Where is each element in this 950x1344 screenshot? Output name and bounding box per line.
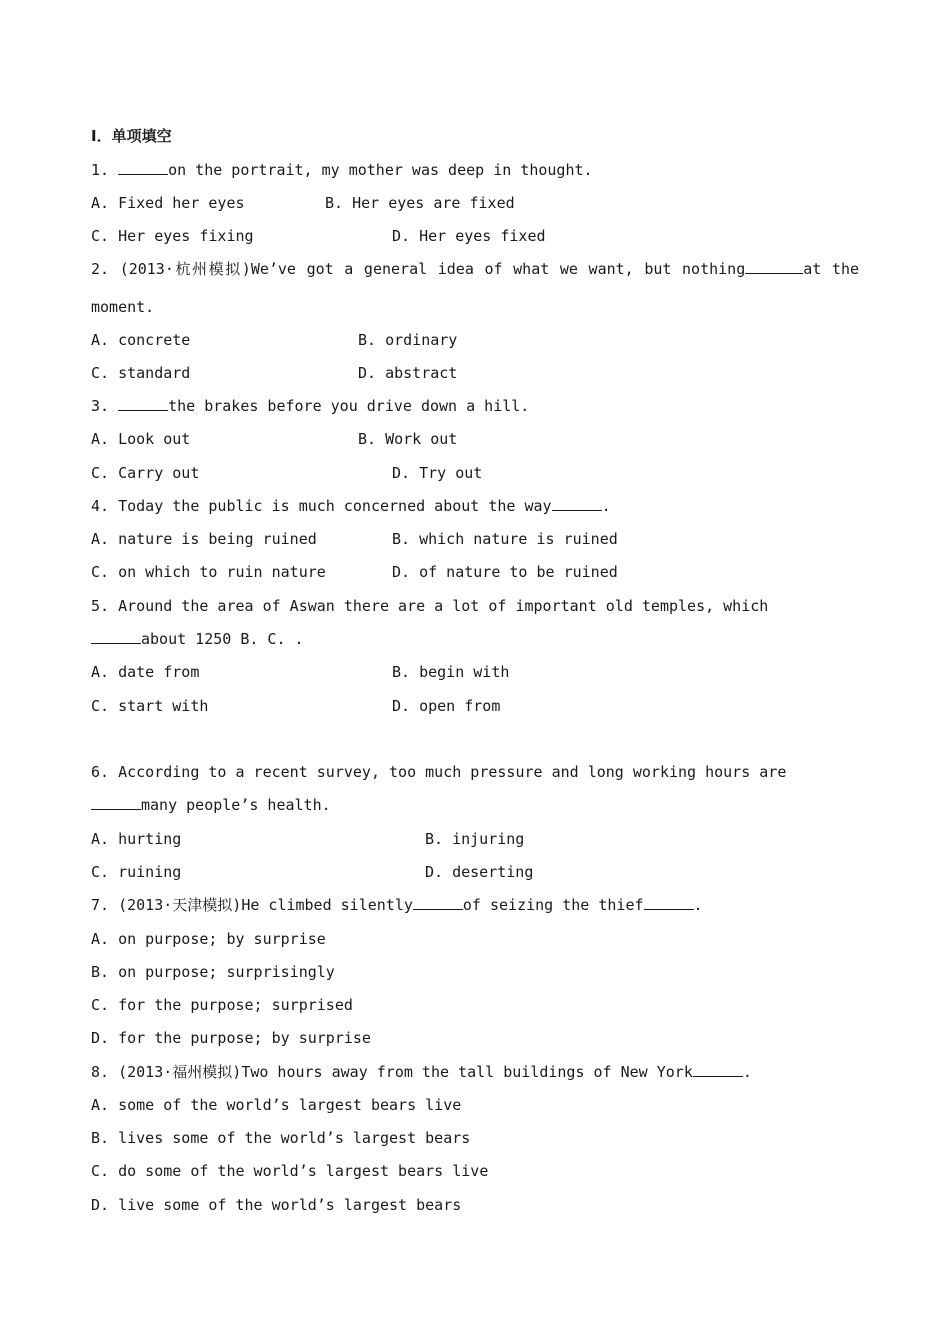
question-text-end: at the: [803, 260, 860, 278]
question-text: Today the public is much concerned about the way: [118, 497, 552, 515]
question-text-end: .: [742, 1063, 752, 1081]
option-a: A. date from: [91, 663, 200, 681]
question-8: [91, 1062, 752, 1082]
option-b: B. begin with: [392, 663, 510, 681]
option-a: A. hurting: [91, 830, 182, 848]
question-5-continued: [91, 629, 304, 649]
option-c: C. start with: [91, 697, 209, 715]
option-d: D. abstract: [358, 364, 458, 382]
option-a: A. Look out: [91, 430, 191, 448]
question-text: on the portrait, my mother was deep in thought.: [168, 161, 593, 179]
answer-blank: [413, 895, 463, 910]
option-c: C. do some of the world’s largest bears live: [91, 1162, 489, 1180]
question-text: We’ve got a general idea of what we want, but nothing: [250, 260, 746, 278]
question-number: 4.: [91, 497, 110, 515]
question-number: 5.: [91, 597, 110, 615]
question-text-mid: of seizing the thief: [462, 896, 644, 914]
question-5: [91, 596, 768, 616]
answer-blank: [118, 160, 168, 175]
question-text: According to a recent survey, too much pressure and long working hours are: [118, 763, 787, 781]
answer-blank: [118, 396, 168, 411]
option-a: A. on purpose; by surprise: [91, 930, 326, 948]
answer-blank: [745, 259, 803, 274]
question-number: 2.: [91, 260, 110, 278]
option-d: D. of nature to be ruined: [392, 563, 618, 581]
question-text-end: many people’s health.: [141, 796, 331, 814]
question-text: Two hours away from the tall buildings of New York: [241, 1063, 693, 1081]
question-text: the brakes before you drive down a hill.: [168, 397, 530, 415]
question-2: [91, 259, 859, 279]
option-b: B. Her eyes are fixed: [325, 194, 515, 212]
question-text-end: .: [601, 497, 611, 515]
question-3: [91, 396, 529, 416]
answer-blank: [644, 895, 694, 910]
question-number: 6.: [91, 763, 110, 781]
answer-blank: [693, 1062, 743, 1077]
question-2-continued: moment.: [91, 298, 155, 316]
option-d: D. Her eyes fixed: [392, 227, 546, 245]
question-1: [91, 160, 593, 180]
option-c: C. on which to ruin nature: [91, 563, 326, 581]
option-b: B. which nature is ruined: [392, 530, 618, 548]
question-6: [91, 762, 786, 782]
question-text-end: about 1250 B. C. .: [141, 630, 304, 648]
option-b: B. ordinary: [358, 331, 458, 349]
question-number: 7.: [91, 896, 110, 914]
option-c: C. standard: [91, 364, 191, 382]
question-source: (2013·杭州模拟): [119, 260, 251, 278]
option-b: B. injuring: [425, 830, 525, 848]
answer-blank: [91, 629, 141, 644]
question-text-end: .: [693, 896, 703, 914]
option-a: A. concrete: [91, 331, 191, 349]
option-d: D. live some of the world’s largest bears: [91, 1196, 462, 1214]
option-b: B. on purpose; surprisingly: [91, 963, 335, 981]
option-a: A. Fixed her eyes: [91, 194, 245, 212]
option-a: A. some of the world’s largest bears live: [91, 1096, 462, 1114]
question-4: [91, 496, 611, 516]
question-number: 8.: [91, 1063, 110, 1081]
option-b: B. lives some of the world’s largest bears: [91, 1129, 471, 1147]
option-c: C. ruining: [91, 863, 182, 881]
question-text: He climbed silently: [241, 896, 413, 914]
option-d: D. Try out: [392, 464, 483, 482]
option-d: D. open from: [392, 697, 501, 715]
question-text: Around the area of Aswan there are a lot of important old temples, which: [118, 597, 769, 615]
section-title: Ⅰ．单项填空: [91, 127, 172, 145]
question-number: 3.: [91, 397, 110, 415]
option-a: A. nature is being ruined: [91, 530, 317, 548]
question-6-continued: [91, 795, 331, 815]
option-d: D. deserting: [425, 863, 534, 881]
question-number: 1.: [91, 161, 110, 179]
option-c: C. Her eyes fixing: [91, 227, 254, 245]
question-source: (2013·福州模拟): [118, 1063, 242, 1081]
option-d: D. for the purpose; by surprise: [91, 1029, 371, 1047]
answer-blank: [91, 795, 141, 810]
question-7: [91, 895, 703, 915]
option-c: C. Carry out: [91, 464, 200, 482]
option-c: C. for the purpose; surprised: [91, 996, 353, 1014]
question-source: (2013·天津模拟): [118, 896, 242, 914]
answer-blank: [552, 496, 602, 511]
option-b: B. Work out: [358, 430, 458, 448]
